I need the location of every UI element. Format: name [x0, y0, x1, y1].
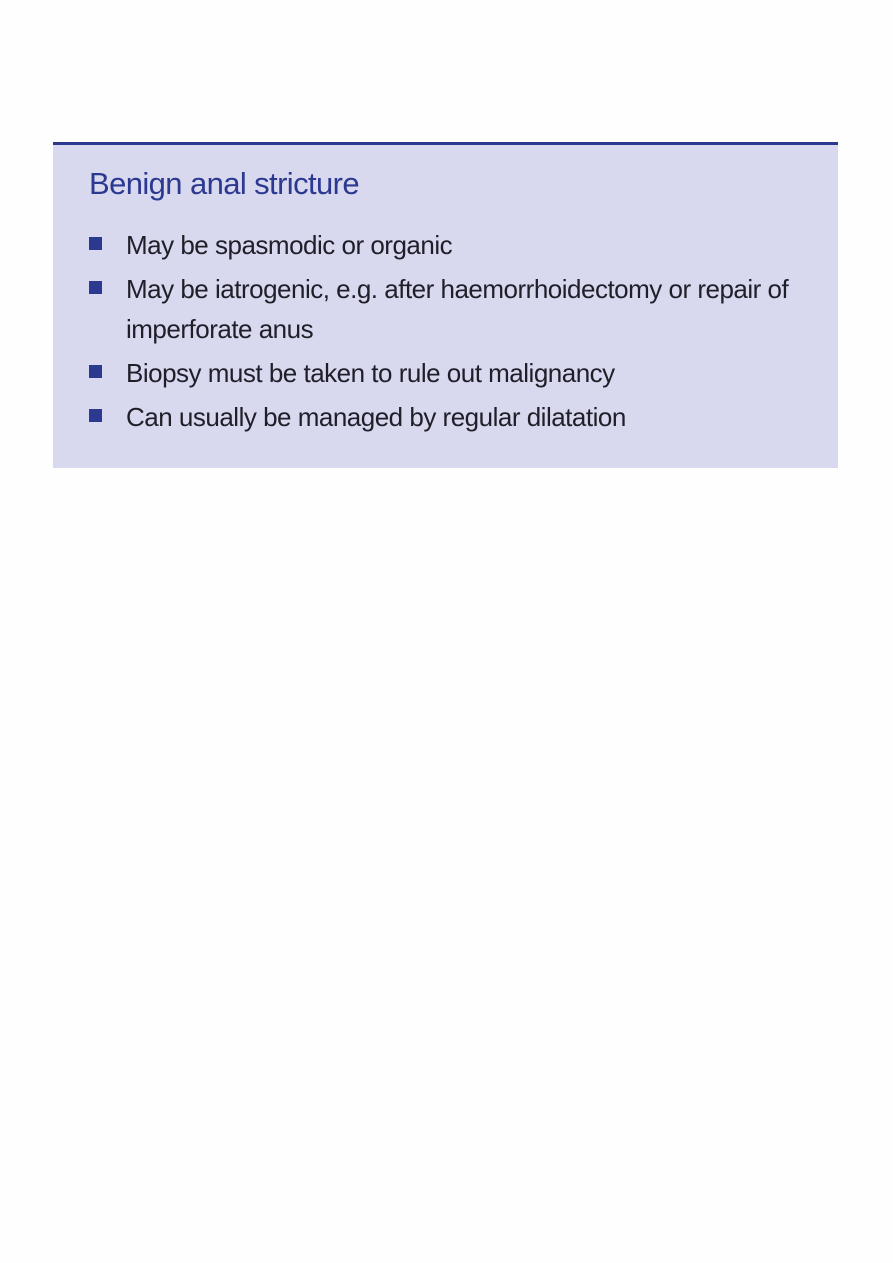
list-item	[89, 353, 798, 393]
square-bullet-icon	[89, 409, 102, 422]
list-item-text: May be spasmodic or organic	[126, 230, 453, 260]
list-item	[89, 225, 798, 265]
list-item-text: Can usually be managed by regular dilatation	[126, 402, 626, 432]
square-bullet-icon	[89, 237, 102, 250]
box-title: Benign anal stricture	[89, 166, 360, 201]
list-item-text: May be iatrogenic, e.g. after haemorrhoidectomy or repair of imperforate anus	[126, 274, 789, 344]
list-item-text: Biopsy must be taken to rule out malignancy	[126, 358, 615, 388]
list-item	[89, 397, 798, 437]
summary-box	[53, 142, 838, 468]
square-bullet-icon	[89, 281, 102, 294]
list-item	[89, 269, 798, 349]
square-bullet-icon	[89, 365, 102, 378]
bullet-list	[89, 225, 798, 437]
